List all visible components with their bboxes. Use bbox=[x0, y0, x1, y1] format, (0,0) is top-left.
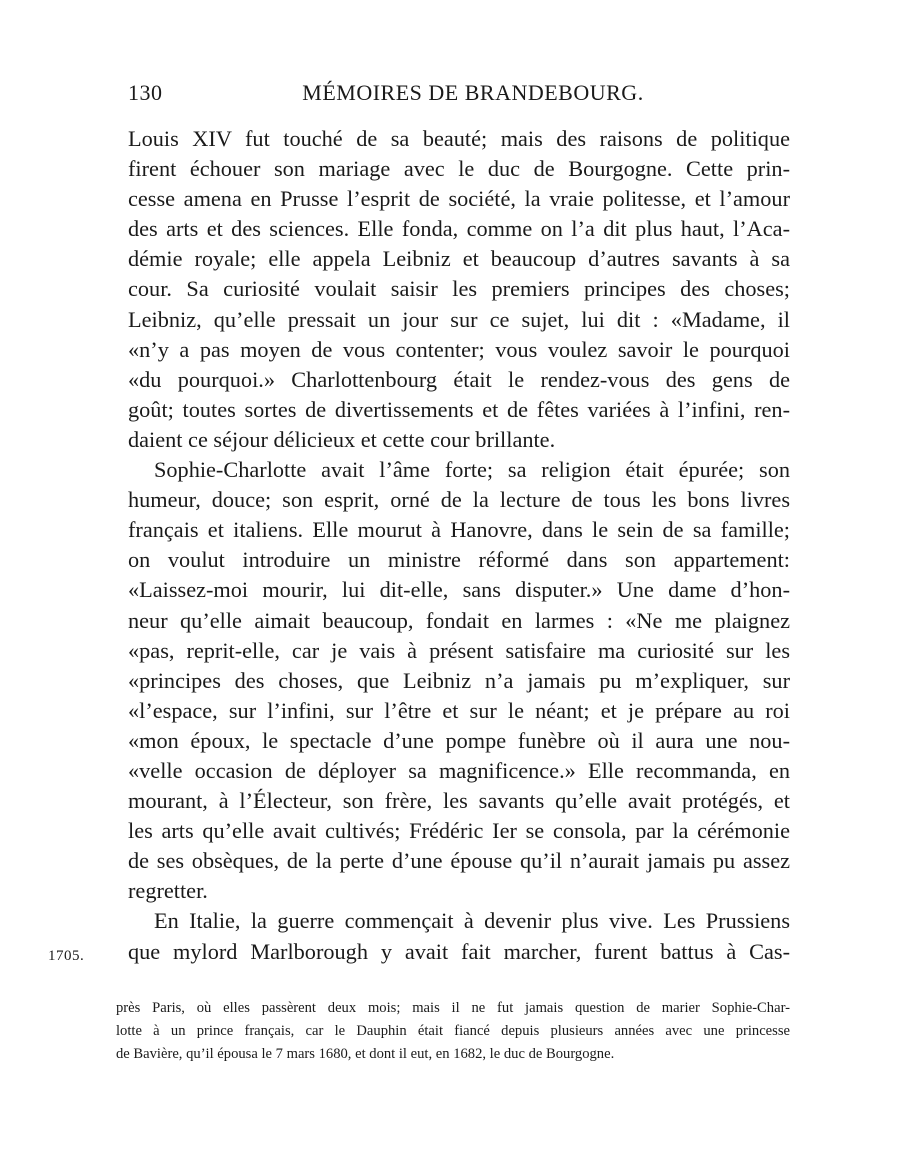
text-line: «n’y a pas moyen de vous contenter; vous voulez savoir le pourquoi bbox=[128, 336, 790, 362]
text-line: cesse amena en Prusse l’esprit de société, la vraie politesse, et l’amour bbox=[128, 186, 790, 212]
text-line: neur qu’elle aimait beaucoup, fondait en larmes : «Ne me plaignez bbox=[128, 607, 790, 633]
text-line: Leibniz, qu’elle pressait un jour sur ce sujet, lui dit : «Madame, il bbox=[128, 306, 790, 332]
text-line: français et italiens. Elle mourut à Hanovre, dans le sein de sa famille; bbox=[128, 517, 790, 543]
text-line: que mylord Marlborough y avait fait marcher, furent battus à Cas- bbox=[128, 938, 790, 964]
footnote-line: lotte à un prince français, car le Dauphin était fiancé depuis plusieurs années avec une princesse bbox=[116, 1023, 790, 1039]
text-line: «principes des choses, que Leibniz n’a jamais pu m’expliquer, sur bbox=[128, 667, 790, 693]
text-line: «pas, reprit-elle, car je vais à présent satisfaire ma curiosité sur les bbox=[128, 637, 790, 663]
footnote bbox=[116, 997, 790, 1066]
paragraph-3 bbox=[128, 906, 790, 966]
text-line: humeur, douce; son esprit, orné de la lecture de tous les bons livres bbox=[128, 487, 790, 513]
text-line: «mon époux, le spectacle d’une pompe funèbre où il aura une nou- bbox=[128, 727, 790, 753]
text-line: «l’espace, sur l’infini, sur l’être et sur le néant; et je prépare au roi bbox=[128, 697, 790, 723]
text-line: daient ce séjour délicieux et cette cour brillante. bbox=[128, 426, 556, 452]
text-line: «du pourquoi.» Charlottenbourg était le rendez-vous des gens de bbox=[128, 366, 790, 392]
text-line: on voulut introduire un ministre réformé dans son appartement: bbox=[128, 547, 790, 573]
text-line: regretter. bbox=[128, 878, 208, 904]
text-line: goût; toutes sortes de divertissements et de fêtes variées à l’infini, ren- bbox=[128, 396, 790, 422]
text-line: mourant, à l’Électeur, son frère, les savants qu’elle avait protégés, et bbox=[128, 788, 790, 814]
text-line: Sophie-Charlotte avait l’âme forte; sa religion était épurée; son bbox=[154, 457, 790, 483]
footnote-line: de Bavière, qu’il épousa le 7 mars 1680, et dont il eut, en 1682, le duc de Bourgogne. bbox=[116, 1046, 615, 1062]
page-header bbox=[128, 80, 788, 114]
margin-year-note: 1705. bbox=[48, 948, 85, 964]
text-line: démie royale; elle appela Leibniz et beaucoup d’autres savants à sa bbox=[128, 246, 790, 272]
text-line: firent échouer son mariage avec le duc de Bourgogne. Cette prin- bbox=[128, 156, 790, 182]
text-line: «velle occasion de déployer sa magnificence.» Elle recommanda, en bbox=[128, 757, 790, 783]
page-number: 130 bbox=[128, 80, 163, 105]
paragraph-1 bbox=[128, 124, 790, 455]
paragraph-2 bbox=[128, 455, 790, 906]
text-line: de ses obsèques, de la perte d’une épouse qu’il n’aurait jamais pu assez bbox=[128, 848, 790, 874]
text-line: «Laissez-moi mourir, lui dit-elle, sans disputer.» Une dame d’hon- bbox=[128, 577, 790, 603]
text-line: Louis XIV fut touché de sa beauté; mais des raisons de politique bbox=[128, 126, 790, 151]
text-line: En Italie, la guerre commençait à devenir plus vive. Les Prussiens bbox=[154, 908, 790, 934]
footnote-line: près Paris, où elles passèrent deux mois; mais il ne fut jamais question de marier Sophie-Char- bbox=[116, 1000, 790, 1016]
text-line: cour. Sa curiosité voulait saisir les premiers principes des choses; bbox=[128, 276, 790, 302]
text-line: des arts et des sciences. Elle fonda, comme on l’a dit plus haut, l’Aca- bbox=[128, 216, 790, 242]
text-line: les arts qu’elle avait cultivés; Frédéric Ier se consola, par la cérémonie bbox=[128, 818, 790, 844]
running-title: MÉMOIRES DE BRANDEBOURG. bbox=[302, 80, 644, 105]
body-text bbox=[128, 124, 790, 967]
